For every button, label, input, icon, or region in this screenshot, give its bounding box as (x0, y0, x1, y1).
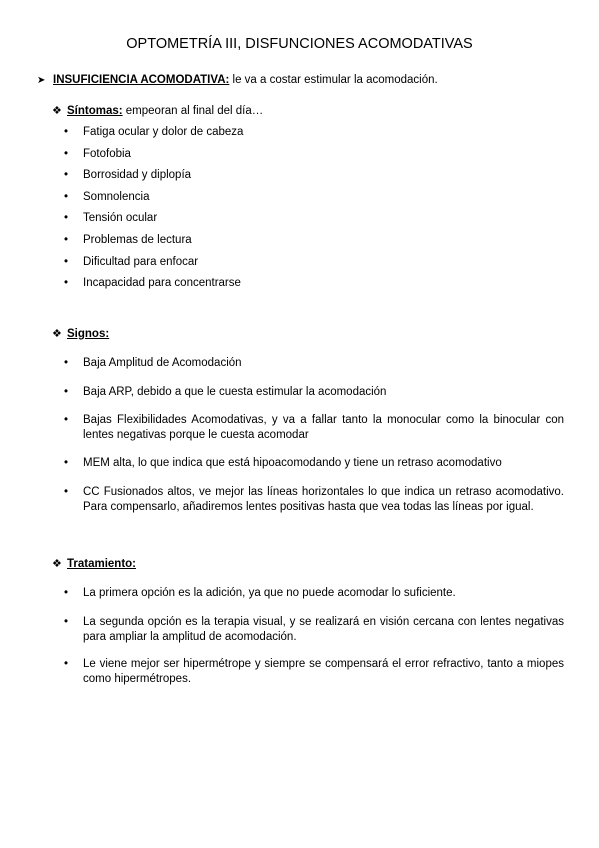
section-heading: INSUFICIENCIA ACOMODATIVA: (53, 74, 230, 86)
dot-bullet-icon: • (64, 212, 69, 224)
diamond-bullet-icon: ❖ (52, 105, 62, 117)
list-item: • Le viene mejor ser hipermétrope y siempre se compensará el error refractivo, tanto a miopes como hipermétropes. (64, 658, 564, 685)
dot-bullet-icon: • (64, 386, 69, 398)
dot-bullet-icon: • (64, 277, 69, 289)
arrow-bullet-icon: ➤ (37, 75, 46, 86)
dot-bullet-icon: • (64, 658, 69, 670)
list-item: • La segunda opción es la terapia visual, y se realizará en visión cercana con lentes negativas para ampliar la amplitud de acomodación. (64, 616, 564, 643)
list-item: • La primera opción es la adición, ya que no puede acomodar lo suficiente. (64, 587, 456, 599)
sintomas-heading-line (52, 104, 263, 119)
list-item: • MEM alta, lo que indica que está hipoacomodando y tiene un retraso acomodativo (64, 457, 502, 469)
list-item: • Fotofobia (64, 148, 131, 160)
dot-bullet-icon: • (64, 191, 69, 203)
list-item: • Tensión ocular (64, 212, 158, 224)
tratamiento-heading-line (52, 557, 136, 572)
diamond-bullet-icon: ❖ (52, 558, 62, 570)
dot-bullet-icon: • (64, 169, 69, 181)
dot-bullet-icon: • (64, 616, 69, 628)
dot-bullet-icon: • (64, 486, 69, 498)
section-heading-line (37, 73, 438, 88)
section-description: le va a costar estimular la acomodación. (229, 74, 438, 86)
tratamiento-heading: Tratamiento: (67, 558, 137, 570)
list-item: • CC Fusionados altos, ve mejor las líneas horizontales lo que indica un retraso acomodativo. Para compensarlo, añadiremos lentes positivas hasta que vea todas las líneas por igual. (64, 486, 564, 513)
sintomas-description: empeoran al final del día… (122, 105, 264, 117)
sintomas-heading: Síntomas: (67, 105, 123, 117)
dot-bullet-icon: • (64, 357, 69, 369)
dot-bullet-icon: • (64, 234, 69, 246)
dot-bullet-icon: • (64, 587, 69, 599)
dot-bullet-icon: • (64, 457, 69, 469)
signos-heading: Signos: (67, 328, 110, 340)
list-item: • Problemas de lectura (64, 234, 192, 246)
dot-bullet-icon: • (64, 148, 69, 160)
list-item: • Baja ARP, debido a que le cuesta estimular la acomodación (64, 386, 387, 398)
diamond-bullet-icon: ❖ (52, 328, 62, 340)
list-item: • Incapacidad para concentrarse (64, 277, 241, 289)
list-item: • Bajas Flexibilidades Acomodativas, y va a fallar tanto la monocular como la binocular con lentes negativas porque le cuesta acomodar (64, 414, 564, 441)
signos-heading-line (52, 327, 109, 342)
dot-bullet-icon: • (64, 256, 69, 268)
list-item: • Baja Amplitud de Acomodación (64, 357, 242, 369)
list-item: • Somnolencia (64, 191, 150, 203)
list-item: • Borrosidad y diplopía (64, 169, 192, 181)
document-title: OPTOMETRÍA III, DISFUNCIONES ACOMODATIVAS (126, 36, 473, 52)
list-item: • Dificultad para enfocar (64, 256, 199, 268)
dot-bullet-icon: • (64, 414, 69, 426)
dot-bullet-icon: • (64, 126, 69, 138)
list-item: • Fatiga ocular y dolor de cabeza (64, 126, 244, 138)
